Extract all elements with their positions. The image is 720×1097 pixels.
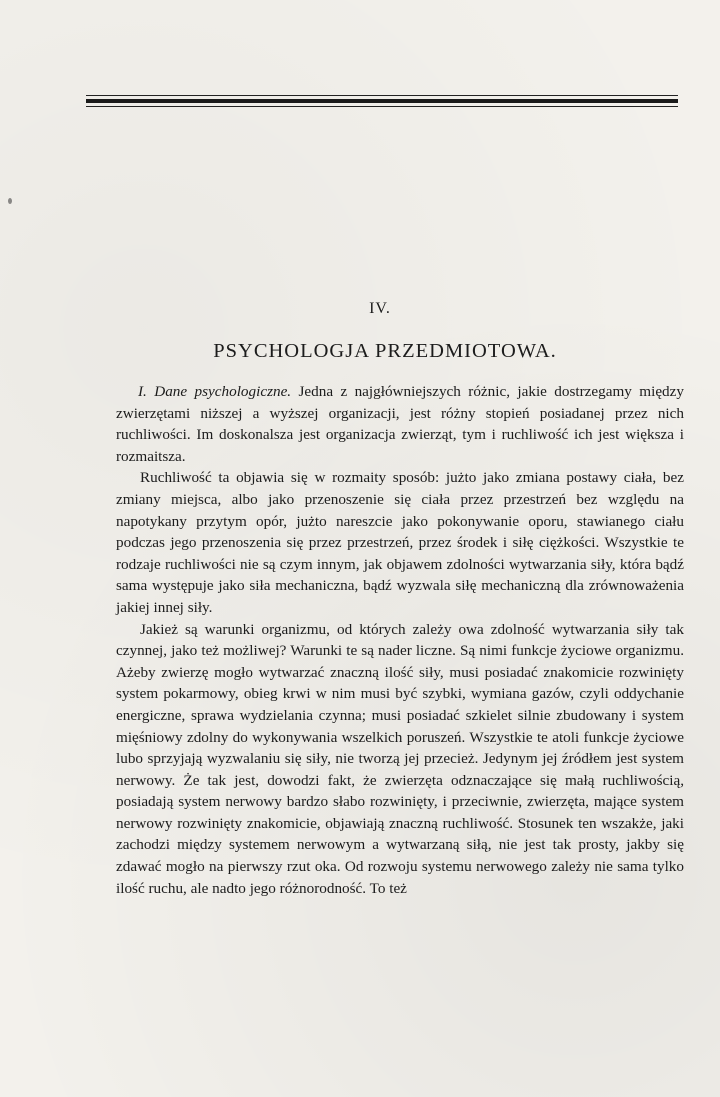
paragraph-3: Jakież są warunki organizmu, od których zależy owa zdolność wytwarzania siły tak czynnej, jako też możliwej? Warunki te są nader liczne. Są nimi funkcje życiowe organizmu. Ażeby zwierzę mogło wytwarzać znaczną ilość siły, musi posiadać znakomicie rozwinięty system pokarmowy, obieg krwi w nim musi być szybki, wymiana gazów, czyli oddychanie energiczne, sprawa wydzielania czynna; musi posiadać szkielet silnie zbudowany i system mięśniowy zdolny do wykonywania wszelkich poruszeń. Wszystkie te atoli funkcje życiowe lubo sprzyjają wyzwalaniu się siły, nie tworzą jej przecież. Jedynym jej źródłem jest system nerwowy. Że tak jest, dowodzi fakt, że zwierzęta odznaczające się małą ruchliwością, posiadają system nerwowy bardzo słabo rozwinięty, i przeciwnie, zwierzęta, mające system nerwowy rozwinięty znakomicie, objawiają znaczną ruchliwość. Stosunek ten wszakże, jaki zachodzi między systemem nerwowym a wytwarzaną siłą, nie jest tak prosty, jakby się zdawać mogło na pierwszy rzut oka. Od rozwoju systemu nerwowego zależy nie sama tylko ilość ruchu, ale nadto jego różnorodność. To też (116, 620, 684, 897)
rule-thin-top (86, 95, 678, 96)
chapter-title: PSYCHOLOGJA PRZEDMIOTOWA. (213, 340, 557, 362)
rule-thick (86, 99, 678, 103)
ink-smudge (8, 198, 12, 204)
rule-thin-bottom (86, 106, 678, 107)
section-heading: I. Dane psychologiczne. (138, 383, 292, 400)
paragraph-1-text: Jedna z najgłówniejszych różnic, jakie dostrzegamy między zwierzętami niższej a wyższej organizacji, jest różny stopień posiadanej przez nich ruchliwości. Im doskonalsza jest organizacja zwierząt, tym i ruchliwość ich jest większa i rozmaitsza. (116, 383, 684, 465)
paragraph-2: Ruchliwość ta objawia się w rozmaity sposób: jużto jako zmiana postawy ciała, bez zmiany miejsca, albo jako przenoszenie się ciała przez przestrzeń bez względu na napotykany przytym opór, jużto nareszcie jako pokonywanie oporu, stawianego ciału podczas jego przenoszenia się przez przestrzeń, przez środek i siłę ciężkości. Wszystkie te rodzaje ruchliwości nie są czym innym, jak objawem zdolności wytwarzania siły, która bądź sama występuje jako siła mechaniczna, bądź wyzwala siłę mechaniczną dla zrównoważenia jakiej innej siły. (116, 469, 684, 616)
paragraph-1 (116, 381, 684, 467)
header-double-rule (86, 95, 678, 109)
body-text (116, 381, 684, 899)
chapter-number: IV. (369, 300, 391, 317)
